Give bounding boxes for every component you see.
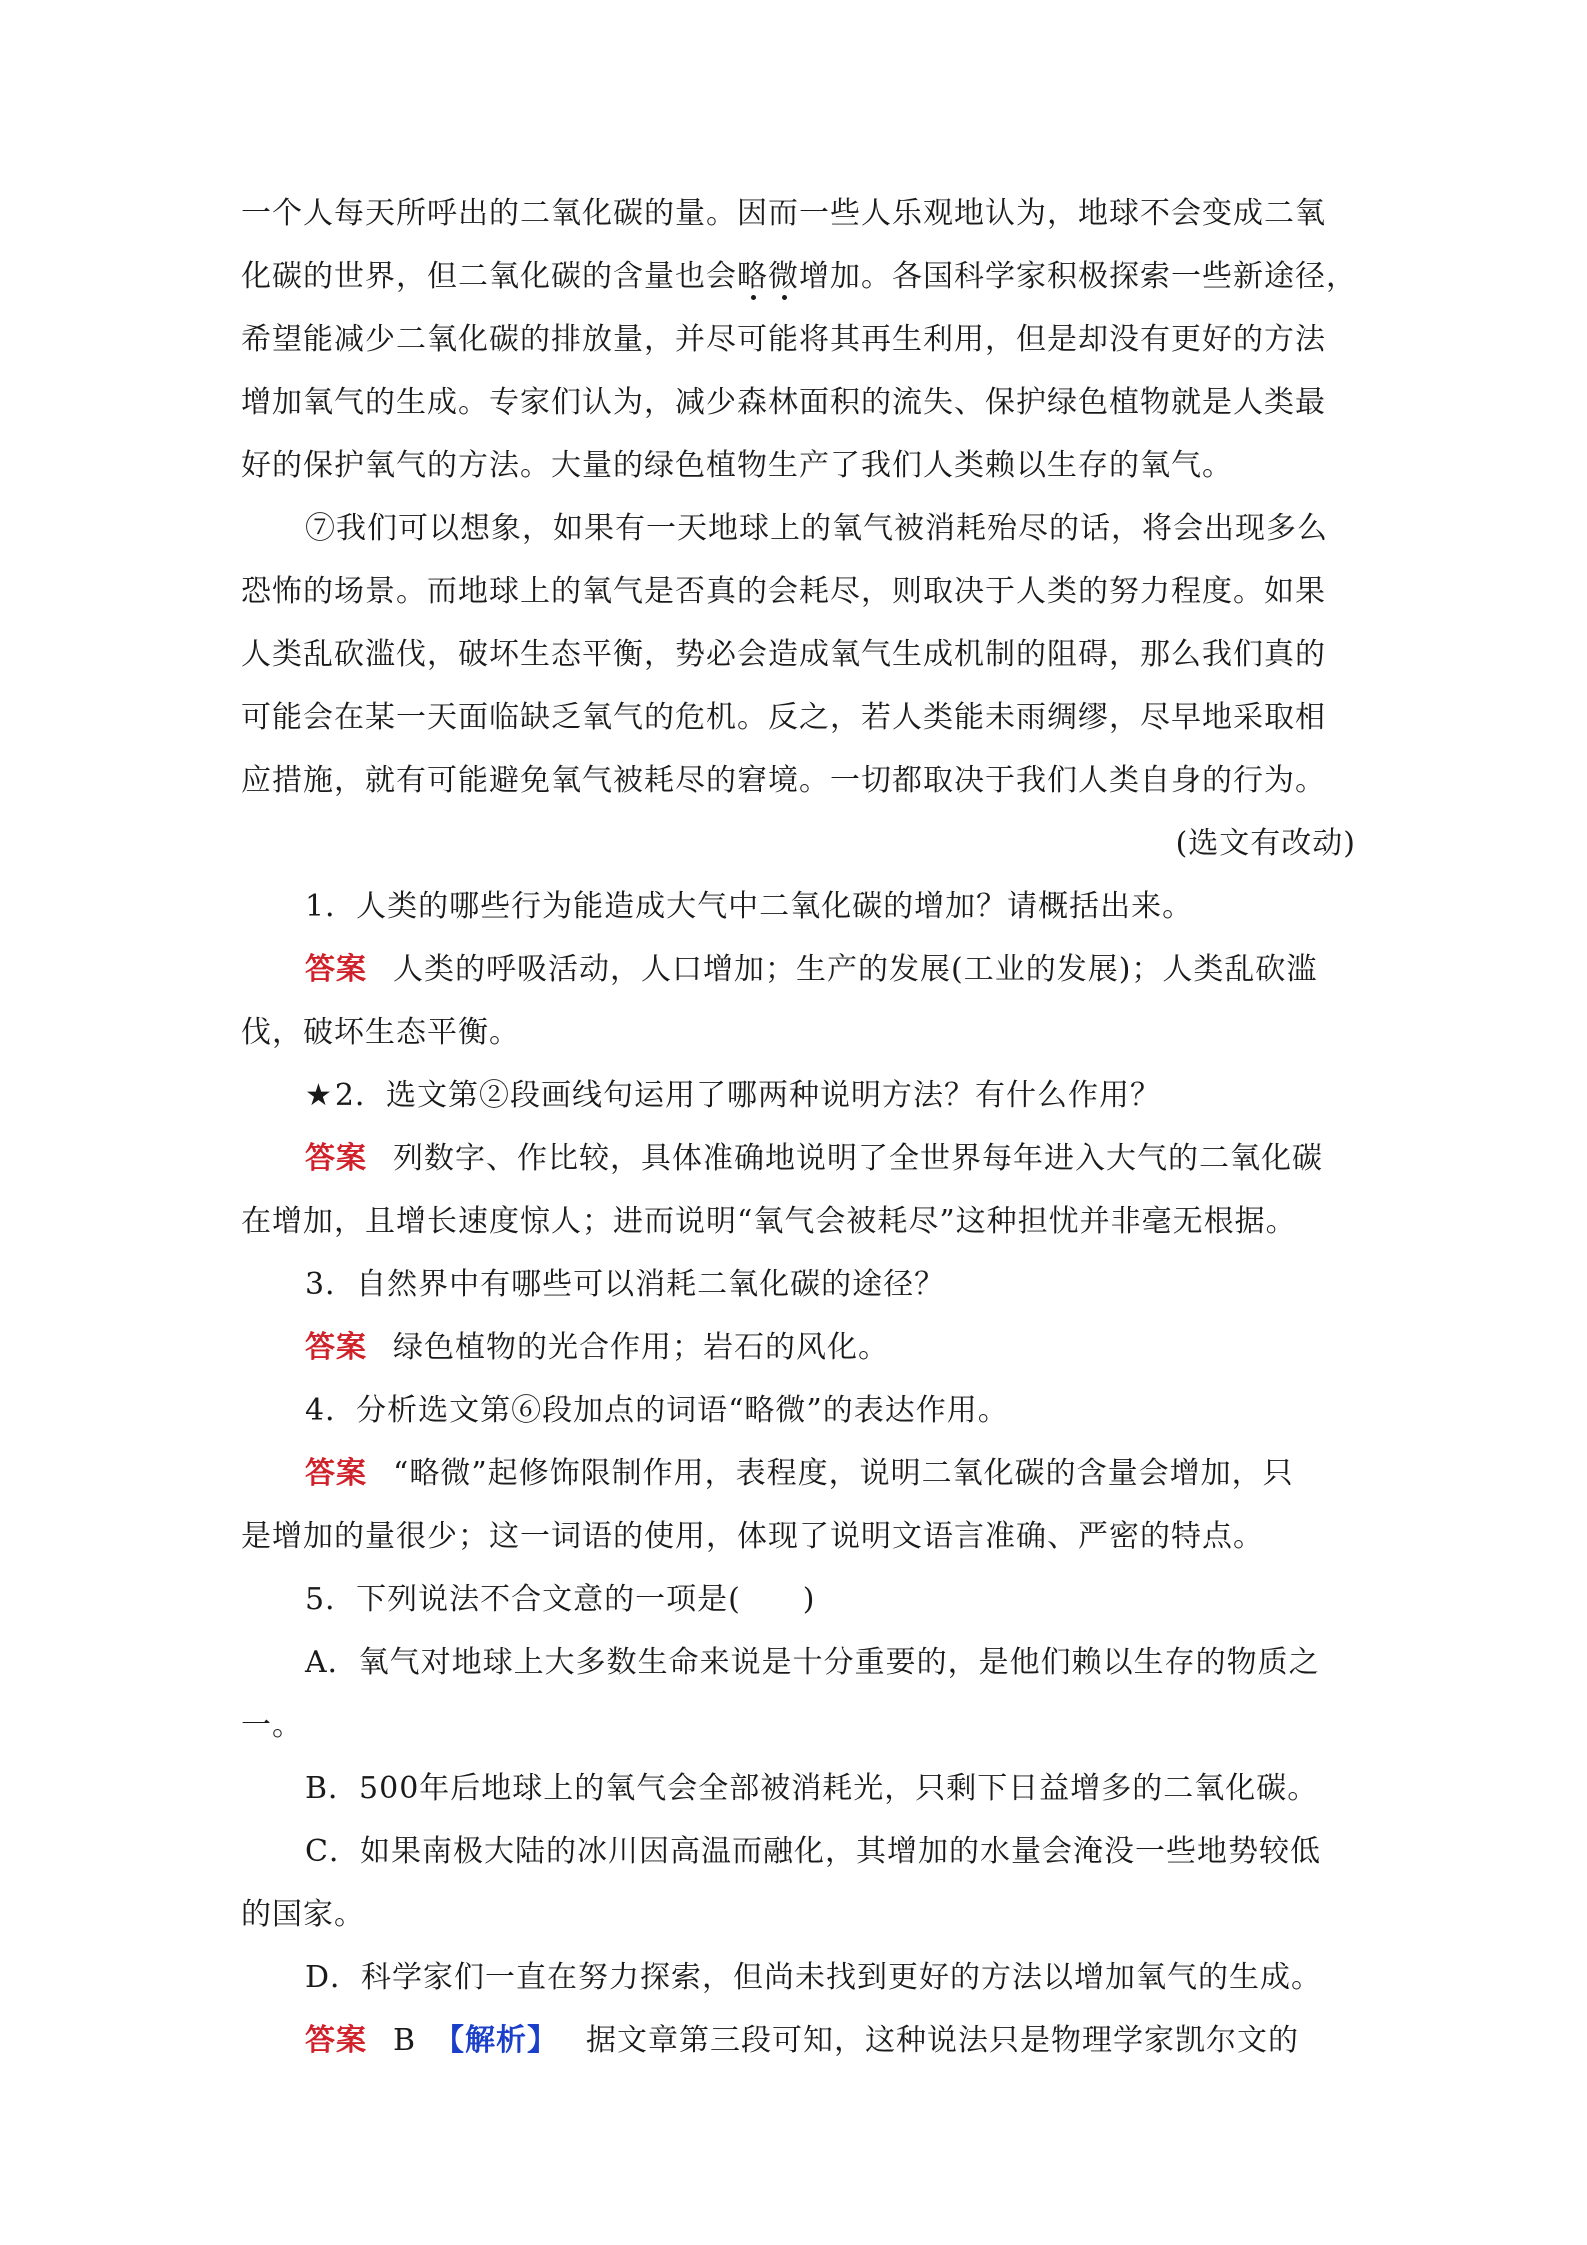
star-icon: ★ [305,1078,333,1113]
answer-text: “略微”起修饰限制作用，表程度，说明二氧化碳的含量会增加，只 [393,1456,1294,1491]
answer-label: 答案 [305,2023,367,2058]
passage-line: 恐怖的场景。而地球上的氧气是否真的会耗尽，则取决于人类的努力程度。如果 [241,574,1326,609]
passage-line: 希望能减少二氧化碳的排放量，并尽可能将其再生利用，但是却没有更好的方法 [241,322,1326,357]
passage-text: 化碳的世界，但二氧化碳的含量也会 [241,259,737,294]
passage-line: 应措施，就有可能避免氧气被耗尽的窘境。一切都取决于我们人类自身的行为。 [241,763,1326,798]
answer-label: 答案 [305,1141,367,1176]
question-4: 4．分析选文第⑥段加点的词语“略微”的表达作用。 [305,1393,1009,1428]
answer-label: 答案 [305,1456,367,1491]
answer-4 [241,1442,1356,1505]
question-3: 3．自然界中有哪些可以消耗二氧化碳的途径？ [305,1267,946,1302]
source-note: (选文有改动) [1175,826,1356,861]
emphasis-dot-char: 略 [737,259,768,294]
answer-2 [241,1127,1356,1190]
passage-line [241,245,1356,308]
passage-line: 一个人每天所呼出的二氧化碳的量。因而一些人乐观地认为，地球不会变成二氧 [241,196,1326,231]
option-d: D．科学家们一直在努力探索，但尚未找到更好的方法以增加氧气的生成。 [305,1960,1323,1995]
analysis-label: 【解析】 [434,2023,559,2058]
option-a-cont: 一。 [241,1708,303,1743]
document-page [241,182,1356,2072]
passage-line: 增加氧气的生成。专家们认为，减少森林面积的流失、保护绿色植物就是人类最 [241,385,1326,420]
option-b: B．500年后地球上的氧气会全部被消耗光，只剩下日益增多的二氧化碳。 [305,1771,1319,1806]
question-text: 2．选文第②段画线句运用了哪两种说明方法？有什么作用？ [334,1078,1161,1113]
answer-3 [241,1316,1356,1379]
passage-line: ⑦我们可以想象，如果有一天地球上的氧气被消耗殆尽的话，将会出现多么 [305,511,1328,546]
answer-text: 人类的呼吸活动，人口增加；生产的发展(工业的发展)；人类乱砍滥 [393,952,1318,987]
question-1: 1．人类的哪些行为能造成大气中二氧化碳的增加？请概括出来。 [305,889,1194,924]
answer-4-cont: 是增加的量很少；这一词语的使用，体现了说明文语言准确、严密的特点。 [241,1519,1264,1554]
analysis-text: 据文章第三段可知，这种说法只是物理学家凯尔文的 [586,2023,1300,2058]
answer-1 [241,938,1356,1001]
answer-text: 列数字、作比较，具体准确地说明了全世界每年进入大气的二氧化碳 [393,1141,1323,1176]
option-c-cont: 的国家。 [241,1897,365,1932]
answer-label: 答案 [305,952,367,987]
answer-text: 绿色植物的光合作用；岩石的风化。 [393,1330,889,1365]
passage-line: 可能会在某一天面临缺乏氧气的危机。反之，若人类能未雨绸缪，尽早地采取相 [241,700,1326,735]
answer-label: 答案 [305,1330,367,1365]
passage-line: 好的保护氧气的方法。大量的绿色植物生产了我们人类赖以生存的氧气。 [241,448,1233,483]
option-c: C．如果南极大陆的冰川因高温而融化，其增加的水量会淹没一些地势较低 [305,1834,1321,1869]
option-a: A．氧气对地球上大多数生命来说是十分重要的，是他们赖以生存的物质之 [305,1645,1320,1680]
answer-2-cont: 在增加，且增长速度惊人；进而说明“氧气会被耗尽”这种担忧并非毫无根据。 [241,1204,1297,1239]
answer-5 [241,2009,1356,2072]
passage-line: 人类乱砍滥伐，破坏生态平衡，势必会造成氧气生成机制的阻碍，那么我们真的 [241,637,1326,672]
answer-choice: B [393,2023,417,2058]
question-2 [241,1064,1356,1127]
question-5: 5．下列说法不合文意的一项是( ) [305,1582,816,1617]
emphasis-dot-char: 微 [768,259,799,294]
passage-text: 增加。各国科学家积极探索一些新途径， [799,259,1357,294]
answer-1-cont: 伐，破坏生态平衡。 [241,1015,520,1050]
